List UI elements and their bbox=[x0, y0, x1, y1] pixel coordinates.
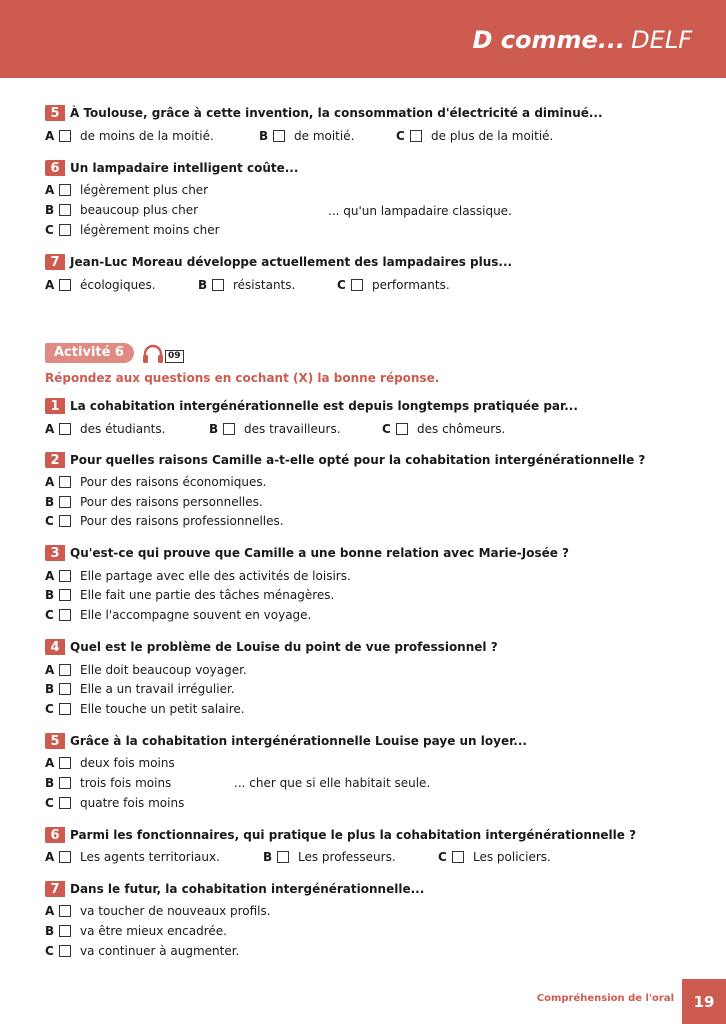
option-text: des chômeurs. bbox=[417, 422, 506, 436]
checkbox[interactable] bbox=[59, 130, 71, 142]
option-text: va être mieux encadrée. bbox=[80, 924, 227, 938]
audio-track[interactable] bbox=[142, 342, 184, 364]
checkbox[interactable] bbox=[59, 515, 71, 527]
checkbox[interactable] bbox=[59, 777, 71, 789]
question-number: 1 bbox=[45, 398, 65, 414]
option-letter: B bbox=[45, 203, 55, 217]
checkbox[interactable] bbox=[59, 496, 71, 508]
option-text: Elle doit beaucoup voyager. bbox=[80, 663, 247, 677]
checkbox[interactable] bbox=[410, 130, 422, 142]
option-text: quatre fois moins bbox=[80, 796, 185, 810]
question-text: Un lampadaire intelligent coûte... bbox=[70, 161, 299, 175]
option-text: des étudiants. bbox=[80, 422, 166, 436]
option-letter: C bbox=[382, 422, 391, 436]
option-b[interactable] bbox=[198, 278, 295, 292]
checkbox[interactable] bbox=[59, 797, 71, 809]
option-letter: B bbox=[263, 850, 273, 864]
question-text: Qu'est-ce qui prouve que Camille a une bonne relation avec Marie-Josée ? bbox=[70, 546, 570, 560]
option-a[interactable] bbox=[45, 129, 214, 143]
question-7 bbox=[45, 254, 512, 270]
option-text: Pour des raisons personnelles. bbox=[80, 495, 263, 509]
question-7b bbox=[45, 881, 424, 897]
question-number: 7 bbox=[45, 254, 65, 270]
checkbox[interactable] bbox=[59, 664, 71, 676]
checkbox[interactable] bbox=[59, 925, 71, 937]
page-header bbox=[0, 0, 726, 78]
option-letter: B bbox=[45, 682, 55, 696]
option-letter: C bbox=[438, 850, 447, 864]
option-text: de moitié. bbox=[294, 129, 355, 143]
question-text: Parmi les fonctionnaires, qui pratique le plus la cohabitation intergénérationnelle ? bbox=[70, 828, 637, 842]
option-a[interactable] bbox=[45, 569, 351, 583]
option-c[interactable] bbox=[396, 129, 553, 143]
option-letter: C bbox=[45, 223, 54, 237]
option-letter: B bbox=[209, 422, 219, 436]
option-letter: C bbox=[45, 514, 54, 528]
question-4 bbox=[45, 639, 498, 655]
option-letter: B bbox=[45, 495, 55, 509]
option-c[interactable] bbox=[45, 514, 284, 528]
activity-header bbox=[45, 342, 184, 364]
option-b[interactable] bbox=[45, 495, 263, 509]
header-title-rest: DELF bbox=[631, 26, 692, 54]
option-text: Elle partage avec elle des activités de loisirs. bbox=[80, 569, 351, 583]
question-number: 3 bbox=[45, 545, 65, 561]
option-text: beaucoup plus cher bbox=[80, 203, 199, 217]
checkbox[interactable] bbox=[59, 570, 71, 582]
question-number: 5 bbox=[45, 733, 65, 749]
option-c[interactable] bbox=[45, 608, 311, 622]
question-text: La cohabitation intergénérationnelle est depuis longtemps pratiquée par... bbox=[70, 399, 578, 413]
option-a[interactable] bbox=[45, 756, 175, 770]
option-letter: A bbox=[45, 183, 55, 197]
question-number: 2 bbox=[45, 452, 65, 468]
activity-label: Activité 6 bbox=[45, 343, 134, 363]
header-title bbox=[473, 26, 692, 54]
checkbox[interactable] bbox=[223, 423, 235, 435]
option-letter: A bbox=[45, 422, 55, 436]
option-text: va continuer à augmenter. bbox=[80, 944, 240, 958]
checkbox[interactable] bbox=[59, 204, 71, 216]
option-text: résistants. bbox=[233, 278, 296, 292]
option-text: Elle a un travail irrégulier. bbox=[80, 682, 235, 696]
checkbox[interactable] bbox=[59, 423, 71, 435]
option-a[interactable] bbox=[45, 183, 208, 197]
option-text: des travailleurs. bbox=[244, 422, 341, 436]
checkbox[interactable] bbox=[59, 683, 71, 695]
option-text: légèrement moins cher bbox=[80, 223, 220, 237]
question-2 bbox=[45, 452, 645, 468]
checkbox[interactable] bbox=[59, 609, 71, 621]
option-b[interactable] bbox=[45, 203, 198, 217]
option-letter: B bbox=[45, 924, 55, 938]
checkbox[interactable] bbox=[59, 945, 71, 957]
option-text: de moins de la moitié. bbox=[80, 129, 214, 143]
option-letter: A bbox=[45, 569, 55, 583]
option-letter: C bbox=[45, 608, 54, 622]
option-b[interactable] bbox=[45, 924, 227, 938]
question-text: Jean-Luc Moreau développe actuellement des lampadaires plus... bbox=[70, 255, 513, 269]
question-number: 6 bbox=[45, 160, 65, 176]
question-5 bbox=[45, 105, 603, 121]
headphones-icon bbox=[142, 344, 164, 364]
option-text: trois fois moins bbox=[80, 776, 172, 790]
option-letter: C bbox=[45, 796, 54, 810]
sentence-suffix: ... qu'un lampadaire classique. bbox=[328, 204, 512, 218]
option-letter: C bbox=[45, 944, 54, 958]
option-c[interactable] bbox=[45, 796, 184, 810]
question-text: Quel est le problème de Louise du point de vue professionnel ? bbox=[70, 640, 498, 654]
option-b[interactable] bbox=[45, 776, 171, 790]
checkbox[interactable] bbox=[59, 279, 71, 291]
option-letter: A bbox=[45, 904, 55, 918]
option-text: Elle fait une partie des tâches ménagères. bbox=[80, 588, 335, 602]
option-a[interactable] bbox=[45, 663, 247, 677]
option-c[interactable] bbox=[337, 278, 450, 292]
option-letter: A bbox=[45, 129, 55, 143]
option-text: Elle touche un petit salaire. bbox=[80, 702, 245, 716]
checkbox[interactable] bbox=[59, 224, 71, 236]
option-a[interactable] bbox=[45, 278, 156, 292]
option-text: légèrement plus cher bbox=[80, 183, 209, 197]
option-b[interactable] bbox=[259, 129, 354, 143]
option-a[interactable] bbox=[45, 475, 266, 489]
option-letter: B bbox=[198, 278, 208, 292]
option-text: Les policiers. bbox=[473, 850, 551, 864]
page-number: 19 bbox=[682, 979, 726, 1024]
checkbox[interactable] bbox=[273, 130, 285, 142]
option-text: écologiques. bbox=[80, 278, 156, 292]
checkbox[interactable] bbox=[59, 905, 71, 917]
option-a[interactable] bbox=[45, 904, 271, 918]
option-text: performants. bbox=[372, 278, 450, 292]
option-text: Les professeurs. bbox=[298, 850, 396, 864]
question-number: 6 bbox=[45, 827, 65, 843]
checkbox[interactable] bbox=[59, 184, 71, 196]
footer-section: Compréhension de l'oral bbox=[536, 993, 674, 1004]
option-b[interactable] bbox=[263, 850, 396, 864]
checkbox[interactable] bbox=[59, 851, 71, 863]
checkbox[interactable] bbox=[396, 423, 408, 435]
option-letter: C bbox=[45, 702, 54, 716]
option-b[interactable] bbox=[45, 682, 235, 696]
option-text: Pour des raisons économiques. bbox=[80, 475, 267, 489]
question-number: 4 bbox=[45, 639, 65, 655]
option-c[interactable] bbox=[382, 422, 505, 436]
option-letter: C bbox=[396, 129, 405, 143]
option-letter: A bbox=[45, 475, 55, 489]
option-text: de plus de la moitié. bbox=[431, 129, 554, 143]
checkbox[interactable] bbox=[277, 851, 289, 863]
option-letter: A bbox=[45, 278, 55, 292]
option-a[interactable] bbox=[45, 422, 165, 436]
checkbox[interactable] bbox=[59, 476, 71, 488]
question-6b bbox=[45, 827, 636, 843]
option-text: Elle l'accompagne souvent en voyage. bbox=[80, 608, 312, 622]
checkbox[interactable] bbox=[452, 851, 464, 863]
question-text: Dans le futur, la cohabitation intergénérationnelle... bbox=[70, 882, 425, 896]
question-text: Grâce à la cohabitation intergénérationnelle Louise paye un loyer... bbox=[70, 734, 527, 748]
option-letter: B bbox=[45, 588, 55, 602]
option-c[interactable] bbox=[438, 850, 551, 864]
option-letter: A bbox=[45, 663, 55, 677]
option-c[interactable] bbox=[45, 702, 245, 716]
question-number: 5 bbox=[45, 105, 65, 121]
option-text: Pour des raisons professionnelles. bbox=[80, 514, 284, 528]
track-number: 09 bbox=[165, 350, 184, 363]
checkbox[interactable] bbox=[59, 589, 71, 601]
option-text: deux fois moins bbox=[80, 756, 175, 770]
checkbox[interactable] bbox=[59, 757, 71, 769]
header-title-bold: D comme... bbox=[472, 26, 626, 54]
checkbox[interactable] bbox=[59, 703, 71, 715]
option-a[interactable] bbox=[45, 850, 220, 864]
option-letter: A bbox=[45, 756, 55, 770]
option-text: va toucher de nouveaux profils. bbox=[80, 904, 271, 918]
option-c[interactable] bbox=[45, 944, 239, 958]
option-letter: A bbox=[45, 850, 55, 864]
option-letter: C bbox=[337, 278, 346, 292]
question-3 bbox=[45, 545, 569, 561]
option-letter: B bbox=[259, 129, 269, 143]
question-text: Pour quelles raisons Camille a-t-elle opté pour la cohabitation intergénérationnelle ? bbox=[70, 453, 646, 467]
option-b[interactable] bbox=[45, 588, 334, 602]
instruction: Répondez aux questions en cochant (X) la bonne réponse. bbox=[45, 371, 440, 385]
question-text: À Toulouse, grâce à cette invention, la consommation d'électricité a diminué... bbox=[70, 106, 603, 120]
sentence-suffix: ... cher que si elle habitait seule. bbox=[234, 776, 431, 790]
option-text: Les agents territoriaux. bbox=[80, 850, 220, 864]
question-6 bbox=[45, 160, 298, 176]
option-c[interactable] bbox=[45, 223, 220, 237]
option-letter: B bbox=[45, 776, 55, 790]
question-5b bbox=[45, 733, 527, 749]
checkbox[interactable] bbox=[351, 279, 363, 291]
question-number: 7 bbox=[45, 881, 65, 897]
option-b[interactable] bbox=[209, 422, 341, 436]
checkbox[interactable] bbox=[212, 279, 224, 291]
question-1 bbox=[45, 398, 578, 414]
